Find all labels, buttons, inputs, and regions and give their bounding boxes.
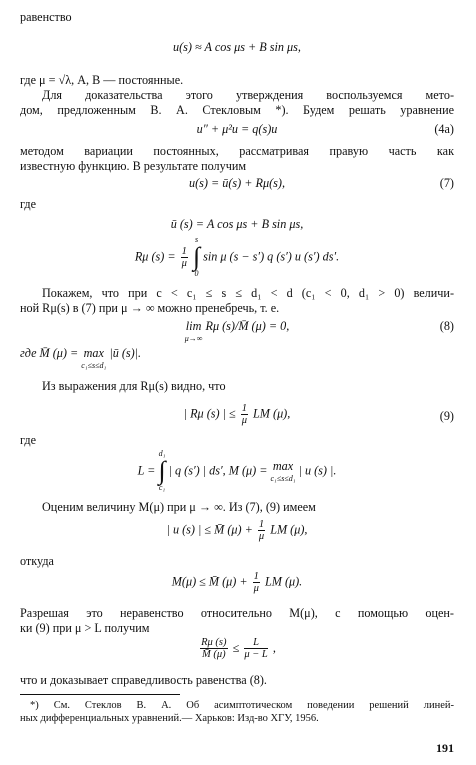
footnote-line: ных дифференциальных уравнений.— Харьков: Изд-во ХГУ, 1956. (20, 713, 319, 724)
equation-part: где M̄ (μ) = (20, 346, 79, 360)
equation-part: M(μ) ≤ M̄ (μ) + (171, 574, 248, 589)
text-line: где (20, 197, 37, 211)
equation-part: | u (s) | ≤ M̄ (μ) + (166, 522, 253, 537)
fraction-denominator: μ (253, 583, 259, 594)
fraction-denominator: μ (241, 415, 247, 426)
max-subscript: c₁≤s≤d₁ (81, 361, 107, 370)
max-label: max (83, 346, 104, 360)
paragraph-line: ки (9) при μ > L получим (20, 621, 150, 635)
paragraph-line: дом, предложенным В. А. Стекловым *). Будем решать уравнение (20, 103, 454, 117)
equation-part: ≤ (232, 641, 240, 655)
equation-part: | u (s) |. (298, 463, 337, 478)
fraction-numerator: 1 (258, 519, 265, 530)
fraction (181, 246, 188, 269)
fraction (241, 403, 248, 426)
paragraph-line: Разрешая это неравенство относительно M(μ), с помощью оцен- (20, 606, 454, 620)
equation-part: LM (μ), (270, 522, 308, 537)
equation-number: (9) (439, 409, 454, 423)
text-line: где μ = √λ, A, B — постоянные. (20, 73, 184, 87)
fraction-denominator: M̄ (μ) (202, 649, 226, 660)
integral-lower-limit: 0 (194, 269, 199, 278)
paragraph-line: Покажем, что при c < c₁ ≤ s ≤ d₁ < d (c₁ < 0, d₁ > 0) величи- (42, 286, 454, 300)
equation-ratio-bound (20, 637, 454, 660)
equation-7: u(s) = ū(s) + Rμ(s), (188, 176, 285, 190)
fraction-numerator: 1 (241, 403, 247, 414)
integral-upper-limit: s (194, 235, 199, 244)
fraction-numerator: 1 (253, 571, 259, 582)
equation-part: sin μ (s − s′) q (s′) u (s′) ds′. (203, 249, 340, 264)
equation-8 (20, 319, 454, 343)
fraction (244, 637, 267, 660)
limit-label: lim (185, 319, 202, 333)
fraction-numerator: L (244, 637, 267, 649)
max-subscript: c₁≤s≤d₁ (270, 474, 296, 483)
equation-part: | Rμ (s) | ≤ (183, 406, 236, 421)
equation-number: (8) (439, 319, 454, 333)
fraction (258, 519, 265, 542)
fraction-denominator: μ (258, 531, 265, 542)
max-operator (81, 346, 106, 370)
equation-4a: u″ + μ²u = q(s)u (196, 122, 278, 136)
paragraph-line: что и доказывает справедливость равенства (8). (20, 673, 267, 687)
equation-R-mu (20, 236, 454, 280)
text-line: где (20, 433, 37, 447)
paragraph-line: методом вариации постоянных, рассматривая правую часть как (20, 144, 454, 158)
max-operator (271, 459, 296, 483)
fraction (200, 637, 227, 660)
paragraph-line: Оценим величину M(μ) при μ → ∞. Из (7), (9) имеем (42, 500, 316, 514)
paragraph-line: Для доказательства этого утверждения воспользуемся мето- (42, 88, 454, 102)
equation-part: L = (137, 463, 156, 478)
limit-subscript: μ→∞ (184, 334, 203, 343)
text-line: откуда (20, 554, 54, 568)
fraction-numerator: 1 (181, 245, 187, 257)
definition-M-bar (20, 346, 141, 370)
equation-u-approx: u(s) ≈ A cos μs + B sin μs, (173, 40, 301, 54)
equation-part: Rμ (s)/M̄ (μ) = 0, (205, 319, 290, 333)
integral-sign: s ∫ 0 (192, 235, 201, 278)
equation-number: (4a) (434, 122, 454, 136)
equation-number: (7) (439, 176, 454, 190)
integral-upper-limit: d₁ (158, 449, 166, 458)
fraction-denominator: μ − L (244, 649, 268, 660)
footnote-divider (20, 694, 180, 695)
equation-part: | q (s′) | ds′, M (μ) = (168, 463, 268, 478)
equation-part: LM (μ). (264, 574, 303, 589)
paragraph-line: ной Rμ(s) в (7) при μ → ∞ можно пренебречь, т. е. (20, 301, 280, 315)
equation-9 (20, 403, 454, 426)
fraction-numerator: Rμ (s) (201, 637, 227, 648)
equation-part: , (272, 641, 276, 655)
paragraph-line: известную функцию. В результате получим (20, 159, 247, 173)
page-number: 191 (436, 741, 454, 755)
equation-part: LM (μ), (253, 406, 291, 421)
integral-lower-limit: c₁ (158, 483, 166, 492)
equation-u-bound (20, 519, 454, 542)
equation-M-bound (20, 571, 454, 594)
fraction (253, 571, 260, 594)
max-label: max (272, 459, 294, 473)
equation-L-and-M (20, 450, 454, 494)
text-line: равенство (20, 10, 72, 24)
equation-part: Rμ (s) = (134, 249, 176, 264)
footnote-line: *) См. Стеклов В. А. Об асимптотическом поведении решений линей- (30, 700, 454, 711)
fraction-denominator: μ (181, 257, 187, 269)
paragraph-line: Из выражения для Rμ(s) видно, что (42, 379, 226, 393)
integral-sign: d₁ ∫ c₁ (158, 449, 166, 492)
equation-part: |ū (s)|. (109, 346, 142, 360)
limit-operator (185, 319, 203, 343)
equation-u-bar: ū (s) = A cos μs + B sin μs, (170, 217, 304, 231)
